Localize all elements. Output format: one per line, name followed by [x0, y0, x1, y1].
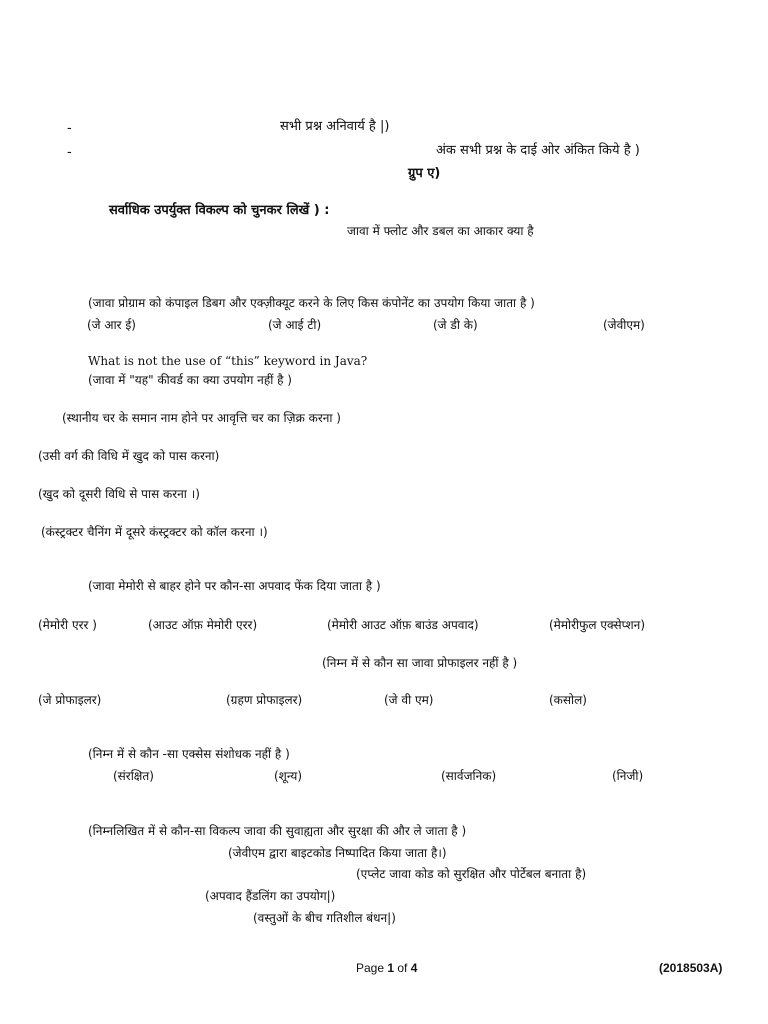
- q5-option-b: (ग्रहण प्रोफाइलर): [226, 693, 303, 707]
- question-2: (जावा प्रोग्राम को कंपाइल डिबग और एक्ज़ीक्यूट करने के लिए किस कंपोनेंट का उपयोग किया जाता है ): [88, 296, 535, 310]
- q5-option-c: (जे वी एम): [384, 693, 434, 707]
- page-current: 1: [387, 961, 395, 975]
- instruction-dash-1: -: [67, 121, 72, 136]
- q6-option-b: (शून्य): [274, 769, 303, 783]
- question-6: (निम्न में से कौन -सा एक्सेस संशोधक नहीं है ): [88, 747, 290, 761]
- page-prefix: Page: [356, 961, 388, 975]
- q6-option-d: (निजी): [612, 769, 644, 783]
- question-3-english: What is not the use of “this” keyword in Java?: [88, 354, 368, 368]
- q5-option-d: (कसोल): [549, 693, 587, 707]
- q2-option-d: (जेवीएम): [603, 318, 645, 332]
- instruction-line-2: अंक सभी प्रश्न के दाई ओर अंकित किये है ): [436, 143, 640, 158]
- question-5: (निम्न में से कौन सा जावा प्रोफाइलर नहीं है ): [322, 656, 518, 670]
- q7-option-c: (अपवाद हैंडलिंग का उपयोग|): [205, 889, 336, 903]
- q4-option-a: (मेमोरी एरर ): [38, 618, 97, 632]
- q7-option-a: (जेवीएम द्वारा बाइटकोड निष्पादित किया जाता है।): [228, 846, 447, 860]
- instruction-line-1: सभी प्रश्न अनिवार्य है |): [280, 119, 390, 134]
- page-total: 4: [410, 961, 418, 975]
- q4-option-b: (आउट ऑफ़ मेमोरी एरर): [148, 618, 258, 632]
- q2-option-b: (जे आई टी): [268, 318, 322, 332]
- question-1: जावा में फ्लोट और डबल का आकार क्या है: [347, 224, 534, 238]
- group-heading: ग्रुप ए): [408, 166, 441, 181]
- paper-code: (2018503A): [659, 961, 723, 975]
- q2-option-c: (जे डी के): [433, 318, 478, 332]
- q5-option-a: (जे प्रोफाइलर): [38, 693, 102, 707]
- question-3-hindi: (जावा में "यह" कीवर्ड का क्या उपयोग नहीं है ): [88, 373, 292, 387]
- q2-option-a: (जे आर ई): [87, 318, 136, 332]
- q3-option-c: (खुद को दूसरी विधि से पास करना ।): [38, 487, 200, 501]
- q7-option-b: (एप्लेट जावा कोड को सुरक्षित और पोर्टेबल बनाता है): [356, 867, 587, 881]
- question-7: (निम्नलिखित में से कौन-सा विकल्प जावा की सुवाह्यता और सुरक्षा की और ले जाता है ): [88, 824, 467, 838]
- question-4: (जावा मेमोरी से बाहर होने पर कौन-सा अपवाद फेंक दिया जाता है ): [88, 579, 381, 593]
- q4-option-d: (मेमोरीफुल एक्सेप्शन): [549, 618, 646, 632]
- q7-option-d: (वस्तुओं के बीच गतिशील बंधन|): [253, 911, 396, 925]
- q3-option-d: (कंस्ट्रक्टर चैनिंग में दूसरे कंस्ट्रक्टर को कॉल करना ।): [41, 525, 268, 539]
- q4-option-c: (मेमोरी आउट ऑफ़ बाउंड अपवाद): [327, 618, 479, 632]
- q3-option-a: (स्थानीय चर के समान नाम होने पर आवृत्ति चर का ज़िक्र करना ): [62, 411, 341, 425]
- q3-option-b: (उसी वर्ग की विधि में खुद को पास करना): [38, 449, 220, 463]
- page-of: of: [394, 961, 411, 975]
- page-number: [356, 960, 417, 976]
- section-heading: सर्वाधिक उपर्युक्त विकल्प को चुनकर लिखें ) :: [109, 203, 330, 218]
- instruction-dash-2: -: [67, 145, 72, 160]
- q6-option-a: (संरक्षित): [113, 769, 154, 783]
- q6-option-c: (सार्वजनिक): [441, 769, 497, 783]
